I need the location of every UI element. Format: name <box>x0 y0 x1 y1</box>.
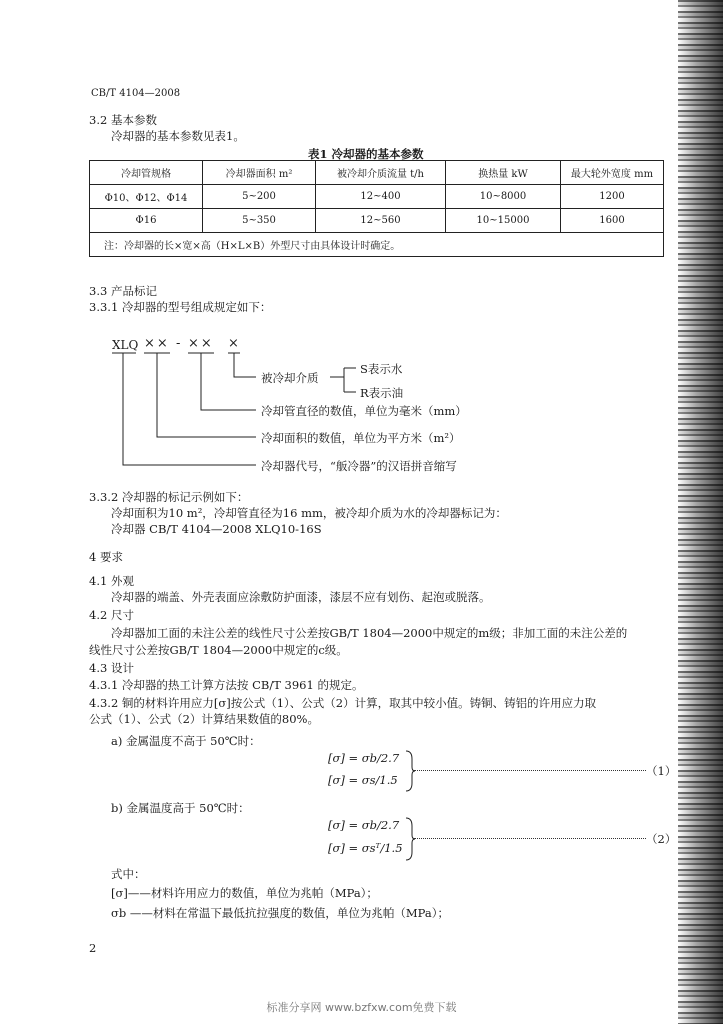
table-cell: 12~560 <box>316 209 446 233</box>
section-3-2-heading: 3.2 基本参数 <box>89 113 157 127</box>
model-code-medium: × <box>228 336 239 351</box>
table-cell: 1200 <box>561 185 664 209</box>
footer-watermark: 标准分享网 www.bzfxw.com免费下载 <box>266 1001 457 1014</box>
formula-1-leader <box>414 766 646 771</box>
table-cell: 5~200 <box>203 185 316 209</box>
model-code-xlq: XLQ <box>112 338 139 352</box>
section-3-2-intro: 冷却器的基本参数见表1。 <box>111 129 245 143</box>
definition-sigma-b: σb ——材料在常温下最低抗拉强度的数值，单位为兆帕（MPa）； <box>111 906 449 920</box>
formula-2-number: （2） <box>646 832 677 846</box>
table-header-cell: 换热量 kW <box>446 161 561 185</box>
formula-1-line-2: [σ] = σs/1.5 <box>328 773 398 787</box>
formula-1-brace <box>404 749 416 793</box>
table-header-cell: 最大轮外宽度 mm <box>561 161 664 185</box>
section-4-3-2-text: 4.3.2 铜的材料许用应力[σ]按公式（1）、公式（2）计算，取其中较小值。铸铜、铸铝的许用应力取 <box>89 696 597 710</box>
table-header-cell: 被冷却介质流量 t/h <box>316 161 446 185</box>
formula-1-line-1: [σ] = σb/2.7 <box>328 751 400 765</box>
section-4-1-text: 冷却器的端盖、外壳表面应涂敷防护面漆，漆层不应有划伤、起泡或脱落。 <box>111 590 491 604</box>
section-4-3-heading: 4.3 设计 <box>89 661 134 675</box>
label-medium-water: S表示水 <box>360 362 403 376</box>
model-code-diameter: ×× <box>188 336 214 351</box>
table-cell: 10~8000 <box>446 185 561 209</box>
formula-1-number: （1） <box>646 764 677 778</box>
label-area: 冷却面积的数值，单位为平方米（m²） <box>261 431 461 445</box>
table-header-cell: 冷却器面积 m² <box>203 161 316 185</box>
formula-2-brace <box>404 816 416 862</box>
table-cell: Φ10、Φ12、Φ14 <box>90 185 203 209</box>
section-4-2-heading: 4.2 尺寸 <box>89 608 134 622</box>
page-number: 2 <box>89 941 97 955</box>
table-cell: 1600 <box>561 209 664 233</box>
where-label: 式中： <box>111 867 146 881</box>
table-cell: 5~350 <box>203 209 316 233</box>
formula-2-leader <box>414 834 646 839</box>
section-4-heading: 4 要求 <box>89 550 123 564</box>
label-medium-oil: R表示油 <box>360 386 404 400</box>
section-3-3-heading: 3.3 产品标记 <box>89 284 157 298</box>
table-cell: 10~15000 <box>446 209 561 233</box>
section-4-2-text: 冷却器加工面的未注公差的线性尺寸公差按GB/T 1804—2000中规定的m级；非加工面的未注公差的 <box>111 626 628 640</box>
table-cell: 12~400 <box>316 185 446 209</box>
table-header-cell: 冷却管规格 <box>90 161 203 185</box>
label-medium: 被冷却介质 <box>261 371 319 385</box>
example-description: 冷却面积为10 m²，冷却管直径为16 mm，被冷却介质为水的冷却器标记为： <box>111 506 507 520</box>
definition-sigma: [σ]——材料许用应力的数值，单位为兆帕（MPa）； <box>111 886 378 900</box>
doc-code-header: CB/T 4104—2008 <box>91 88 181 99</box>
model-code-dash: - <box>176 336 181 351</box>
label-diameter: 冷却管直径的数值，单位为毫米（mm） <box>261 404 467 418</box>
section-4-1-heading: 4.1 外观 <box>89 574 134 588</box>
table-title: 表1 冷却器的基本参数 <box>308 147 424 161</box>
section-3-3-1-text: 3.3.1 冷却器的型号组成规定如下： <box>89 300 272 314</box>
formula-2-line-1: [σ] = σb/2.7 <box>328 818 400 832</box>
section-4-3-2-text-cont: 公式（1）、公式（2）计算结果数值的80%。 <box>89 712 319 726</box>
scan-shadow-edge <box>678 0 723 1024</box>
section-4-2-text-cont: 线性尺寸公差按GB/T 1804—2000中规定的c级。 <box>89 643 348 657</box>
model-code-area: ×× <box>144 336 170 351</box>
section-4-3-1-text: 4.3.1 冷却器的热工计算方法按 CB/T 3961 的规定。 <box>89 678 364 692</box>
formula-2-line-2: [σ] = σsᵀ/1.5 <box>328 841 403 855</box>
example-marking: 冷却器 CB/T 4104—2008 XLQ10-16S <box>111 522 322 536</box>
section-3-3-2-text: 3.3.2 冷却器的标记示例如下： <box>89 490 249 504</box>
table-cell: Φ16 <box>90 209 203 233</box>
case-b-label: b) 金属温度高于 50℃时： <box>111 801 250 815</box>
table-note: 注：冷却器的长×宽×高（H×L×B）外型尺寸由具体设计时确定。 <box>90 233 664 257</box>
case-a-label: a) 金属温度不高于 50℃时： <box>111 734 261 748</box>
label-code: 冷却器代号，“舨冷器”的汉语拼音缩写 <box>261 459 457 473</box>
